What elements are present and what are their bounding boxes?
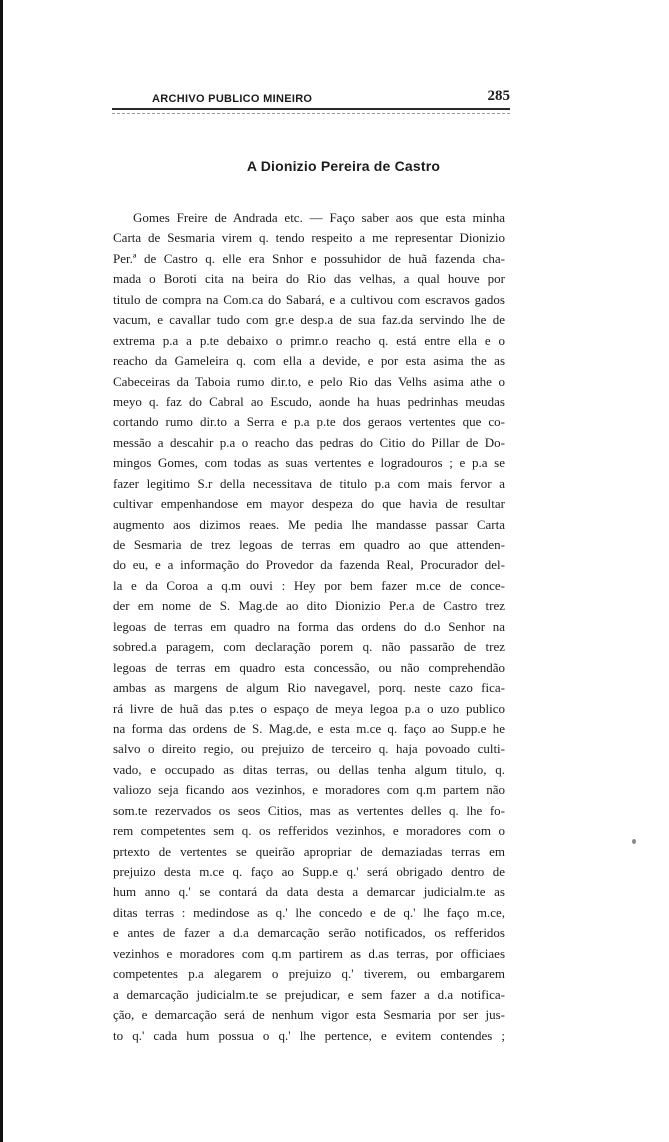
text-line: cortando rumo dir.to a Serra e p.a p.te dos geraos vertentes que co- <box>113 414 505 430</box>
text-line: ditas terras : medindose as q.' lhe concedo e de q.' lhe faço m.ce, <box>113 904 505 920</box>
text-line: vezinhos e moradores com q.m partirem as d.as terras, por officiaes <box>113 945 505 961</box>
text-line: titulo de compra na Com.ca do Sabará, e a cultivou com escravos gados <box>113 291 505 307</box>
text-line: legoas de terras em quadro esta concessão, ou não comprehendão <box>113 659 505 675</box>
text-line: Cabeceiras da Taboia rumo dir.to, e pelo Rio das Velhs asima athe o <box>113 373 505 389</box>
document-title: A Dionizio Pereira de Castro <box>246 158 441 174</box>
text-line: meyo q. faz do Cabral ao Escudo, aonde ha huas pedrinhas meudas <box>113 393 505 409</box>
text-line: ção, e demarcação será de nenhum vigor esta Sesmaria por ser jus- <box>113 1007 505 1023</box>
running-header <box>112 84 510 110</box>
text-line: Gomes Freire de Andrada etc. — Faço saber aos que esta minha <box>133 210 505 225</box>
text-line: a demarcação judicialm.te se prejudicar, e sem fazer a d.a notifica- <box>113 986 505 1002</box>
text-line: rá livre de huã das p.tes o espaço de meya legoa p.a o uzo publico <box>113 700 505 716</box>
text-line: extrema p.a a p.te debaixo o primr.o reacho q. está entre ella e o <box>113 332 505 348</box>
text-line: fazer legitimo S.r della necessitava de titulo p.a com mais fervor a <box>113 475 505 491</box>
text-line: der em nome de S. Mag.de ao dito Dionizio Per.a de Castro trez <box>113 598 505 614</box>
text-line: salvo o direito regio, ou prejuizo de terceiro q. haja povoado culti- <box>113 741 505 757</box>
text-line: Per.ª de Castro q. elle era Snhor e possuhidor de huã fazenda cha- <box>113 250 505 266</box>
body-text <box>0 208 520 1046</box>
text-line: sobred.a paragem, com declaração porem q. não passarão de trez <box>113 639 505 655</box>
text-line: prejuizo desta m.ce q. faço ao Supp.e q.' será obrigado dentro de <box>113 864 505 879</box>
header-divider <box>112 113 510 114</box>
text-line: som.te rezervados os seos Citios, mas as vertentes delles q. lhe fo- <box>113 802 505 818</box>
text-line: cultivar empenhandose em mayor despeza do que havia de resultar <box>113 496 505 512</box>
text-line: ambas as margens de algum Rio navegavel, porq. neste cazo fica- <box>113 680 505 696</box>
text-line: reacho da Gameleira q. com ella a devide, e por esta asima the as <box>113 353 505 369</box>
text-line: Carta de Sesmaria virem q. tendo respeito a me representar Dionizio <box>113 230 505 246</box>
header-title: ARCHIVO PUBLICO MINEIRO <box>152 93 313 105</box>
text-line: messão a descahir p.a o reacho das pedras do Citio do Pillar de Do- <box>113 434 505 450</box>
text-line: competentes p.a alegarem o prejuizo q.' tiverem, ou embargarem <box>113 966 505 982</box>
text-line: de Sesmaria de trez legoas de terras em quadro ao que attenden- <box>113 537 505 552</box>
text-line: vado, e occupado as ditas terras, ou dellas tenha algum titulo, q. <box>113 761 505 777</box>
text-line: hum anno q.' se contará da data desta a demarcar judicialm.te as <box>113 884 505 900</box>
print-speck <box>632 839 636 844</box>
text-line: na forma das ordens de S. Mag.de, e esta m.ce q. faço ao Supp.e he <box>113 720 505 736</box>
text-line: la e da Coroa a q.m ouvi : Hey por bem fazer m.ce de conce- <box>113 577 505 593</box>
text-line: e antes de fazer a d.a demarcação serão notificados, os refferidos <box>113 925 505 941</box>
text-line: vacum, e cavallar tudo com gr.e desp.a de sua faz.da servindo lhe de <box>113 312 505 328</box>
text-line: to q.' cada hum possua o q.' lhe pertence, e evitem contendes ; <box>113 1027 505 1043</box>
text-line: rem competentes sem q. os refferidos vezinhos, e moradores com o <box>113 823 505 839</box>
text-line: valiozo seja ficando aos vezinhos, e moradores com q.m partem não <box>113 782 505 798</box>
text-line: mingos Gomes, com todas as suas vertentes e logradouros ; e p.a se <box>113 455 505 471</box>
text-line: augmento aos dizimos reaes. Me pedia lhe mandasse passar Carta <box>113 516 505 532</box>
page-number: 285 <box>487 88 510 104</box>
text-line: mada o Boroti cita na beira do Rio das velhas, a qual houve por <box>113 271 505 287</box>
text-line: legoas de terras em quadro na forma das ordens do d.o Senhor na <box>113 618 505 634</box>
text-line: do eu, e a informação do Provedor da fazenda Real, Procurador del- <box>113 557 505 573</box>
text-line: prtexto de vertentes se queirão apropriar de demaziadas terras em <box>113 843 505 859</box>
